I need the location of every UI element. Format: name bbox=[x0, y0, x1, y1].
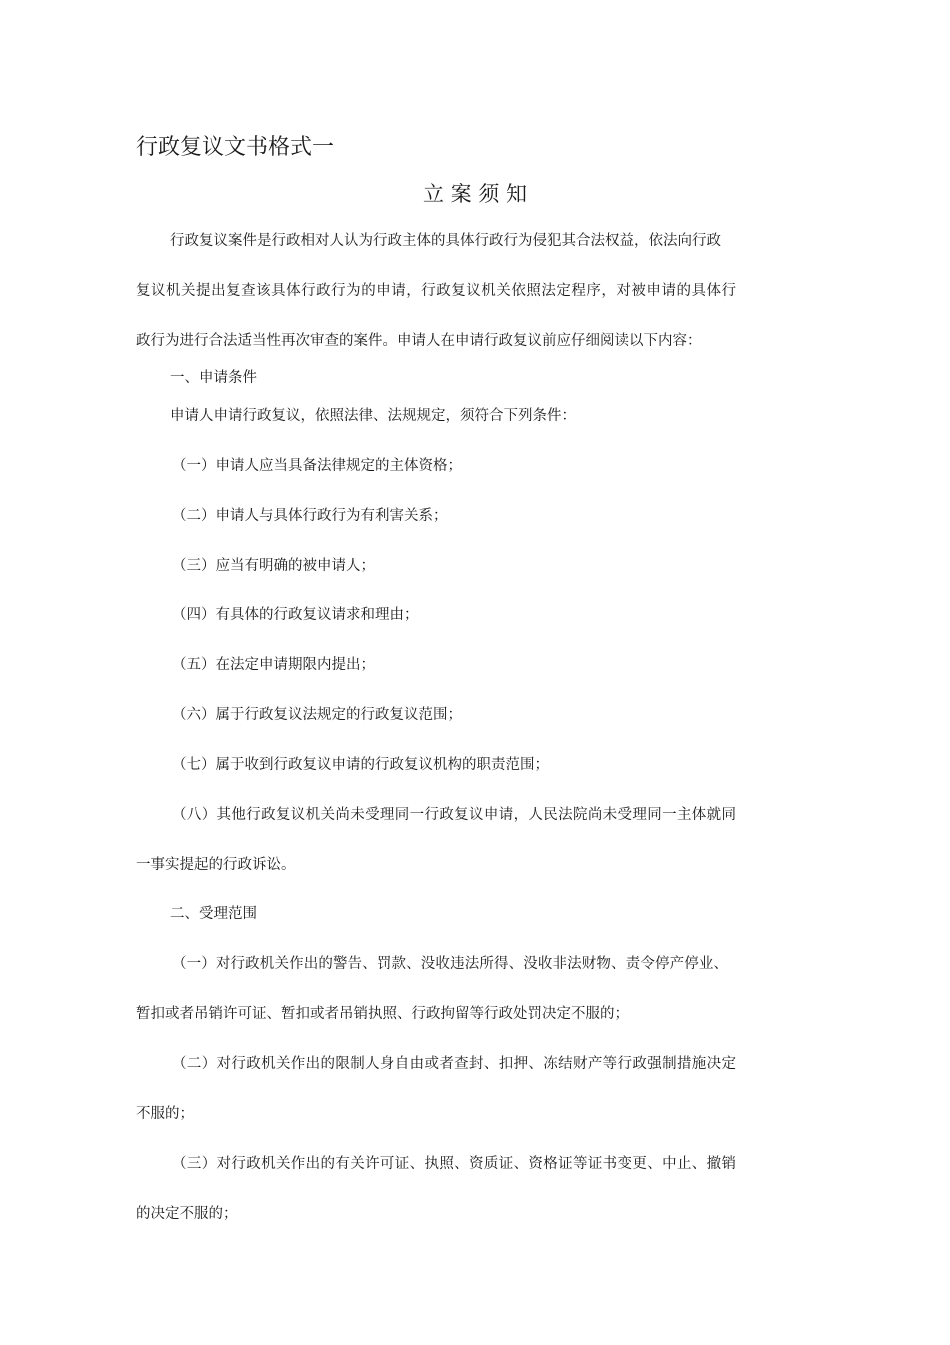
section1-item-8-line-2: 一事实提起的行政诉讼。 bbox=[136, 857, 296, 873]
section2-item-3-line-2: 的决定不服的； bbox=[136, 1206, 238, 1222]
section1-item-5: （五）在法定申请期限内提出； bbox=[172, 657, 375, 673]
section1-lead: 申请人申请行政复议，依照法律、法规规定，须符合下列条件： bbox=[170, 408, 576, 424]
section1-heading: 一、申请条件 bbox=[170, 370, 257, 386]
section2-item-2-line-2: 不服的； bbox=[136, 1106, 194, 1122]
section1-item-7: （七）属于收到行政复议申请的行政复议机构的职责范围； bbox=[172, 757, 549, 773]
section1-item-4: （四）有具体的行政复议请求和理由； bbox=[172, 607, 419, 623]
section1-item-8-line-1: （八）其他行政复议机关尚未受理同一行政复议申请，人民法院尚未受理同一主体就同 bbox=[172, 807, 736, 823]
section2-item-3-line-1: （三）对行政机关作出的有关许可证、执照、资质证、资格证等证书变更、中止、撤销 bbox=[172, 1156, 736, 1172]
section2-item-1-line-2: 暂扣或者吊销许可证、暂扣或者吊销执照、行政拘留等行政处罚决定不服的； bbox=[136, 1006, 629, 1022]
document-title: 立 案 须 知 bbox=[422, 182, 528, 206]
document-heading: 行政复议文书格式一 bbox=[136, 135, 335, 160]
section1-item-2: （二）申请人与具体行政行为有利害关系； bbox=[172, 508, 448, 524]
section2-item-2-line-1: （二）对行政机关作出的限制人身自由或者查封、扣押、冻结财产等行政强制措施决定 bbox=[172, 1056, 736, 1072]
section1-item-6: （六）属于行政复议法规定的行政复议范围； bbox=[172, 707, 462, 723]
section1-item-3: （三）应当有明确的被申请人； bbox=[172, 558, 375, 574]
intro-line-3: 政行为进行合法适当性再次审查的案件。申请人在申请行政复议前应仔细阅读以下内容： bbox=[136, 333, 702, 349]
intro-line-2: 复议机关提出复查该具体行政行为的申请，行政复议机关依照法定程序，对被申请的具体行 bbox=[136, 283, 736, 299]
section2-item-1-line-1: （一）对行政机关作出的警告、罚款、没收违法所得、没收非法财物、责令停产停业、 bbox=[172, 956, 728, 972]
section2-heading: 二、受理范围 bbox=[170, 906, 257, 922]
section1-item-1: （一）申请人应当具备法律规定的主体资格； bbox=[172, 458, 462, 474]
intro-line-1: 行政复议案件是行政相对人认为行政主体的具体行政行为侵犯其合法权益，依法向行政 bbox=[170, 233, 721, 249]
